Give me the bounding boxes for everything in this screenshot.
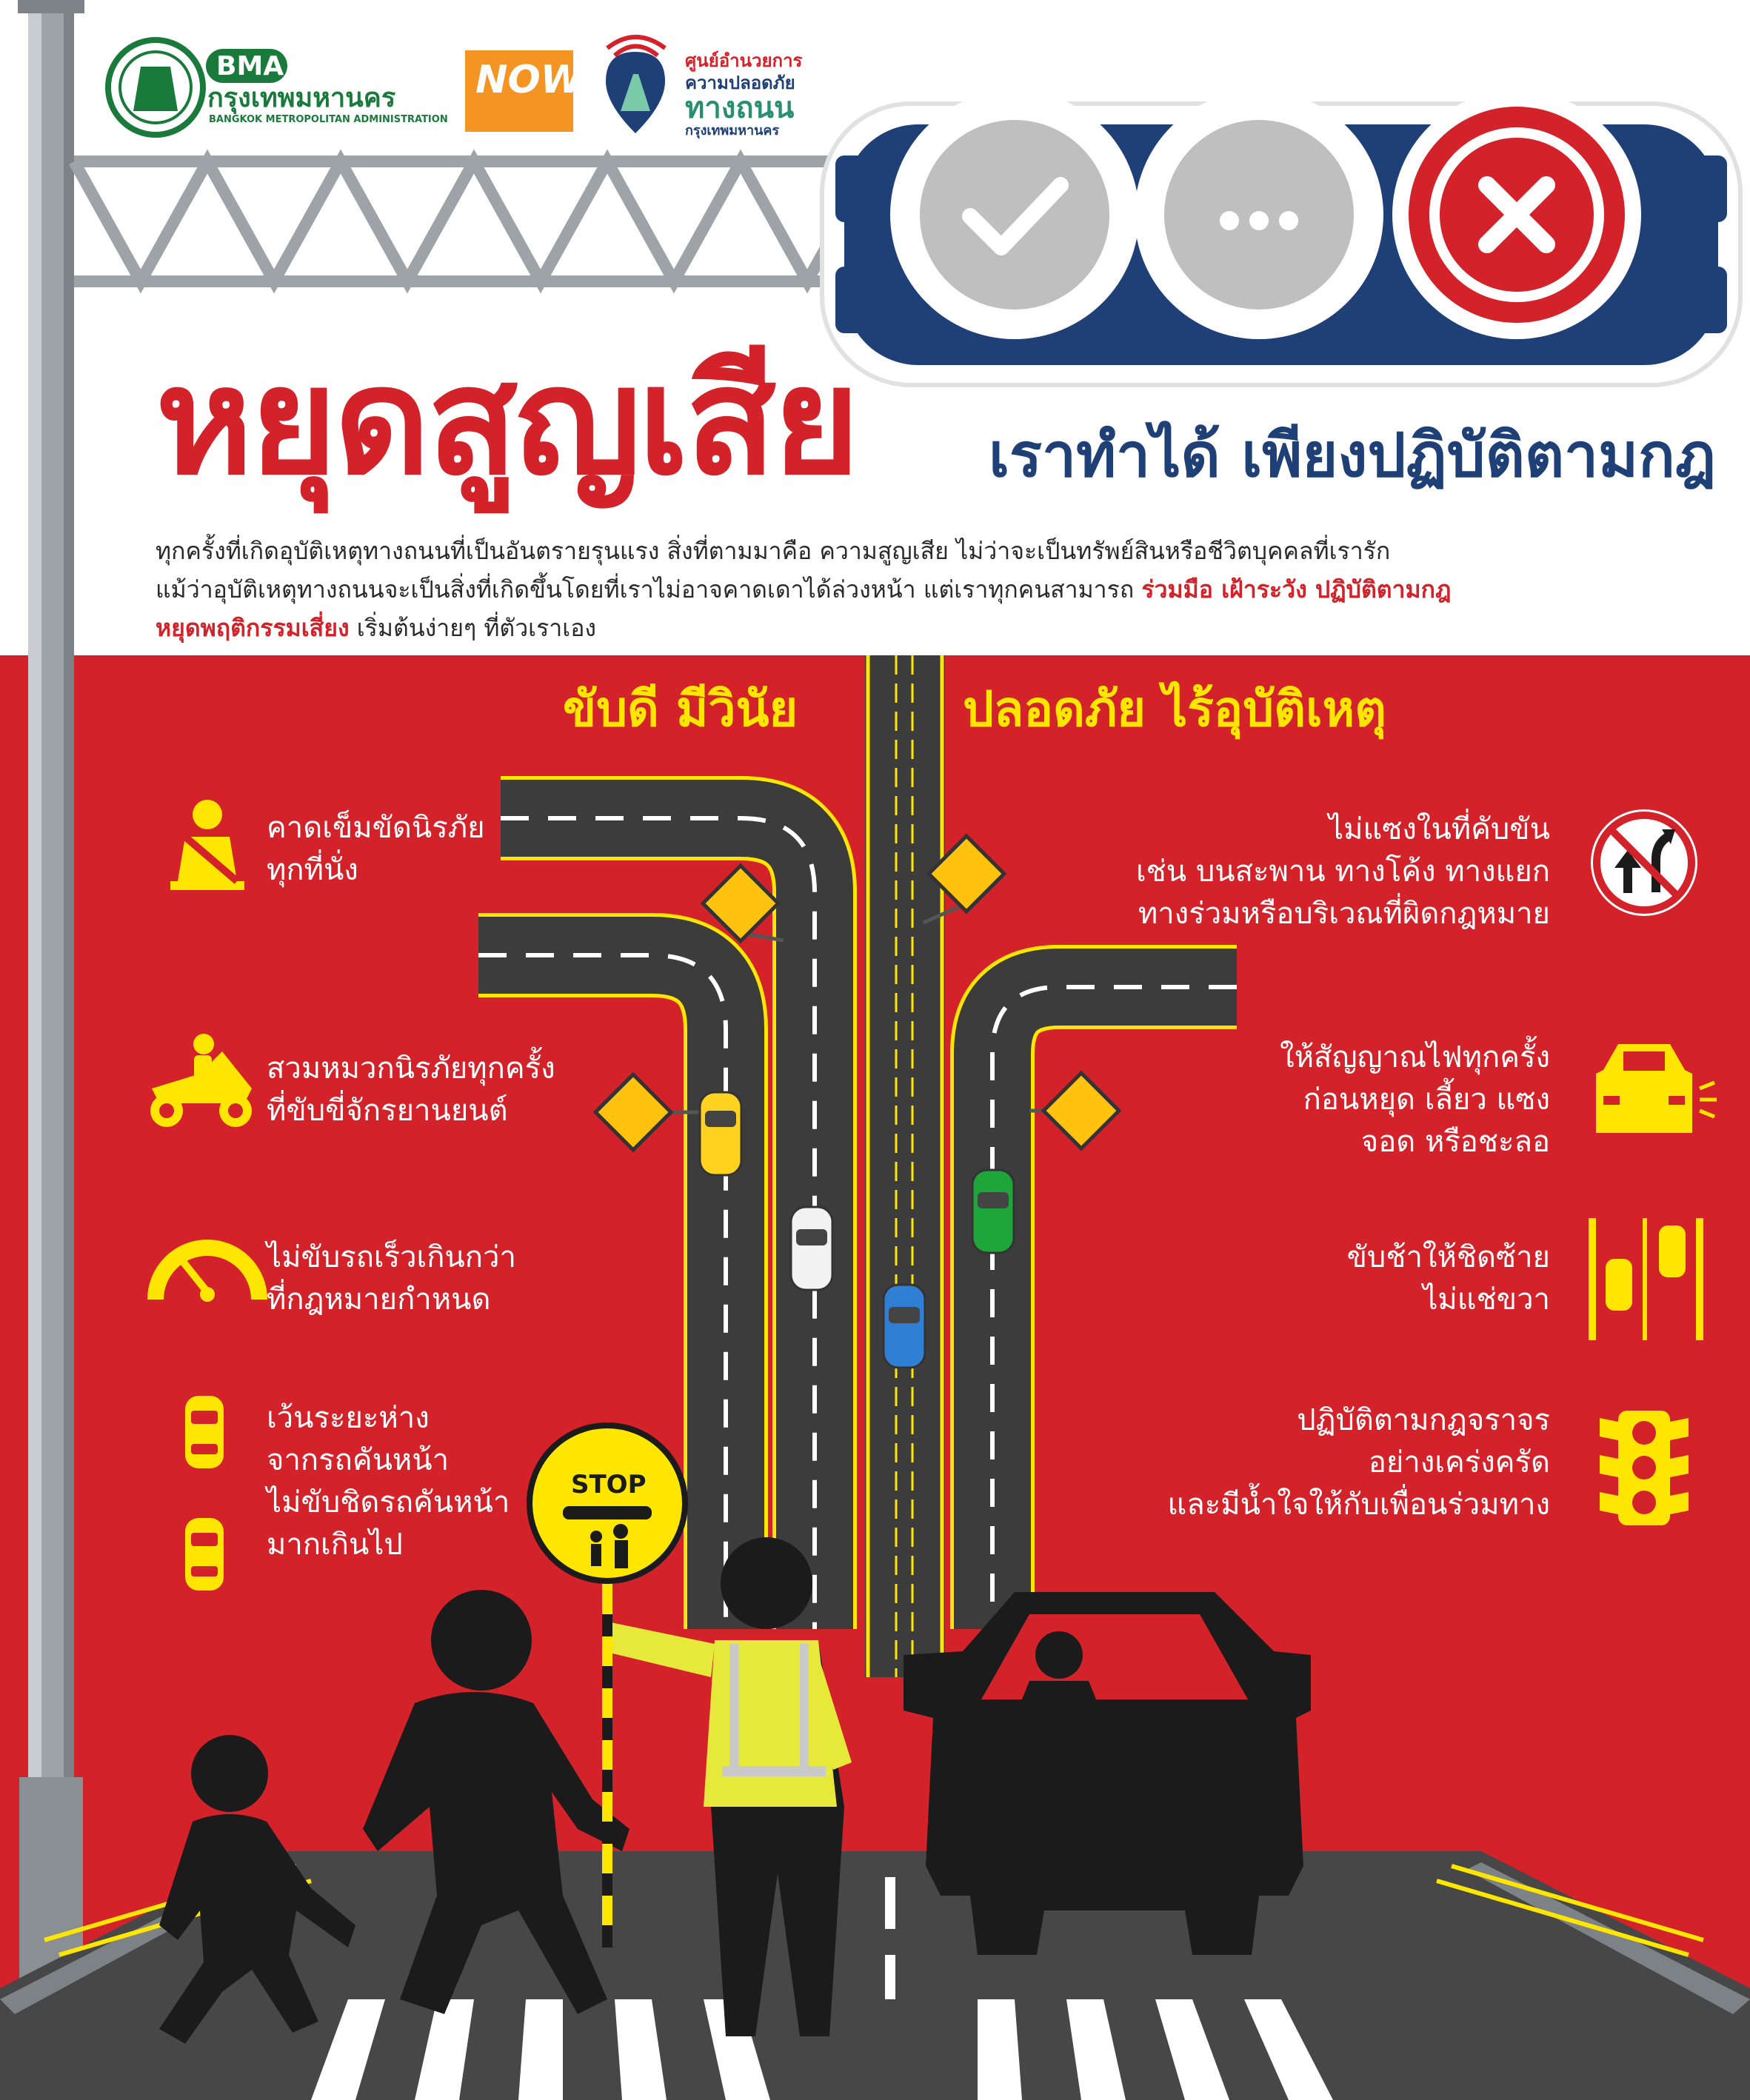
tip-line: ทุกที่นั่ง bbox=[267, 853, 358, 887]
safety-center-line4: กรุงเทพมหานคร bbox=[685, 123, 780, 138]
tip-seatbelt bbox=[267, 807, 485, 892]
tip-follow-rules bbox=[1167, 1400, 1550, 1526]
tip-line: ไม่ขับชิดรถคันหน้า bbox=[267, 1485, 510, 1519]
intro-line-3-text: เริ่มต้นง่ายๆ ที่ตัวเราเอง bbox=[349, 614, 597, 642]
tip-speed bbox=[267, 1237, 516, 1321]
tip-line: ให้สัญญาณไฟทุกครั้ง bbox=[1280, 1040, 1550, 1074]
intro-line-1-text: ทุกครั้งที่เกิดอุบัติเหตุทางถนนที่เป็นอันตรายรุนแรง สิ่งที่ตามมาคือ ความสูญเสีย ไม่ว่าจะเป็นทรัพย์สินหรือชีวิตบุคคลที่เรารัก bbox=[156, 537, 1391, 565]
page-subtitle: เราทำได้ เพียงปฏิบัติตามกฎ bbox=[989, 421, 1716, 491]
tip-signal bbox=[1280, 1037, 1550, 1163]
now-logo-text: NOW bbox=[475, 58, 584, 102]
intro-line-3-highlight: หยุดพฤติกรรมเสี่ยง bbox=[156, 614, 350, 642]
tip-line: ที่กฎหมายกำหนด bbox=[267, 1283, 491, 1317]
intro-line-1 bbox=[156, 539, 1390, 563]
tip-line: สวมหมวกนิรภัยทุกครั้ง bbox=[267, 1051, 555, 1086]
traffic-light-icon bbox=[1600, 1411, 1689, 1525]
tip-line: ปฏิบัติตามกฎจราจร bbox=[1297, 1403, 1550, 1437]
tip-line: มากเกินไป bbox=[267, 1528, 403, 1562]
tip-line: คาดเข็มขัดนิรภัย bbox=[267, 811, 485, 845]
tip-line: จอด หรือชะลอ bbox=[1360, 1125, 1550, 1159]
tip-line: เว้นระยะห่าง bbox=[267, 1401, 430, 1435]
intro-line-3 bbox=[156, 616, 596, 640]
tip-line: และมีน้ำใจให้กับเพื่อนร่วมทาง bbox=[1167, 1488, 1550, 1522]
safety-center-line2: ความปลอดภัย bbox=[685, 73, 795, 93]
bma-english-name: BANGKOK METROPOLITAN ADMINISTRATION bbox=[209, 114, 448, 125]
tip-line: จากรถคันหน้า bbox=[267, 1443, 450, 1477]
tip-distance bbox=[267, 1397, 510, 1566]
safety-center-line1: ศูนย์อำนวยการ bbox=[685, 50, 803, 71]
tip-line: ที่ขับขี่จักรยานยนต์ bbox=[267, 1094, 508, 1128]
bma-thai-name: กรุงเทพมหานคร bbox=[207, 83, 396, 113]
heading-left: ขับดี มีวินัย bbox=[563, 681, 798, 738]
stop-sign-text: STOP bbox=[571, 1470, 647, 1499]
tip-line: ไม่แช่ขวา bbox=[1423, 1283, 1550, 1317]
safety-center-logo bbox=[606, 37, 665, 133]
tip-helmet bbox=[267, 1048, 555, 1132]
tip-line: เช่น บนสะพาน ทางโค้ง ทางแยก bbox=[1135, 855, 1550, 889]
traffic-light bbox=[822, 90, 1740, 385]
intro-line-2 bbox=[156, 575, 1452, 603]
tip-line: ไม่ขับรถเร็วเกินกว่า bbox=[267, 1240, 516, 1274]
page-title: หยุดสูญเสีย bbox=[156, 335, 858, 508]
tip-line: ทางร่วมหรือบริเวณที่ผิดกฎหมาย bbox=[1138, 897, 1550, 931]
gantry-truss bbox=[74, 161, 874, 281]
tip-line: ก่อนหยุด เลี้ยว แซง bbox=[1303, 1083, 1550, 1117]
intro-line-2-highlight: ร่วมมือ เฝ้าระวัง ปฏิบัติตามกฎ bbox=[1141, 575, 1452, 603]
safety-center-line3: ทางถนน bbox=[685, 91, 795, 125]
tip-line: ไม่แซงในที่คับขัน bbox=[1328, 812, 1550, 846]
bma-abbr: BMA bbox=[216, 51, 284, 81]
tip-keep-left bbox=[1347, 1237, 1550, 1321]
no-overtaking-icon bbox=[1591, 809, 1697, 916]
heading-right: ปลอดภัย ไร้อุบัติเหตุ bbox=[963, 681, 1386, 738]
tip-line: ขับช้าให้ชิดซ้าย bbox=[1346, 1240, 1550, 1274]
tip-no-overtaking bbox=[1136, 809, 1550, 935]
ellipsis-icon bbox=[1220, 211, 1298, 230]
tip-line: อย่างเคร่งครัด bbox=[1368, 1445, 1550, 1479]
intro-line-2-text: แม้ว่าอุบัติเหตุทางถนนจะเป็นสิ่งที่เกิดขึ้นโดยที่เราไม่อาจคาดเดาได้ล่วงหน้า แต่เราทุกคนสามารถ bbox=[156, 575, 1142, 603]
